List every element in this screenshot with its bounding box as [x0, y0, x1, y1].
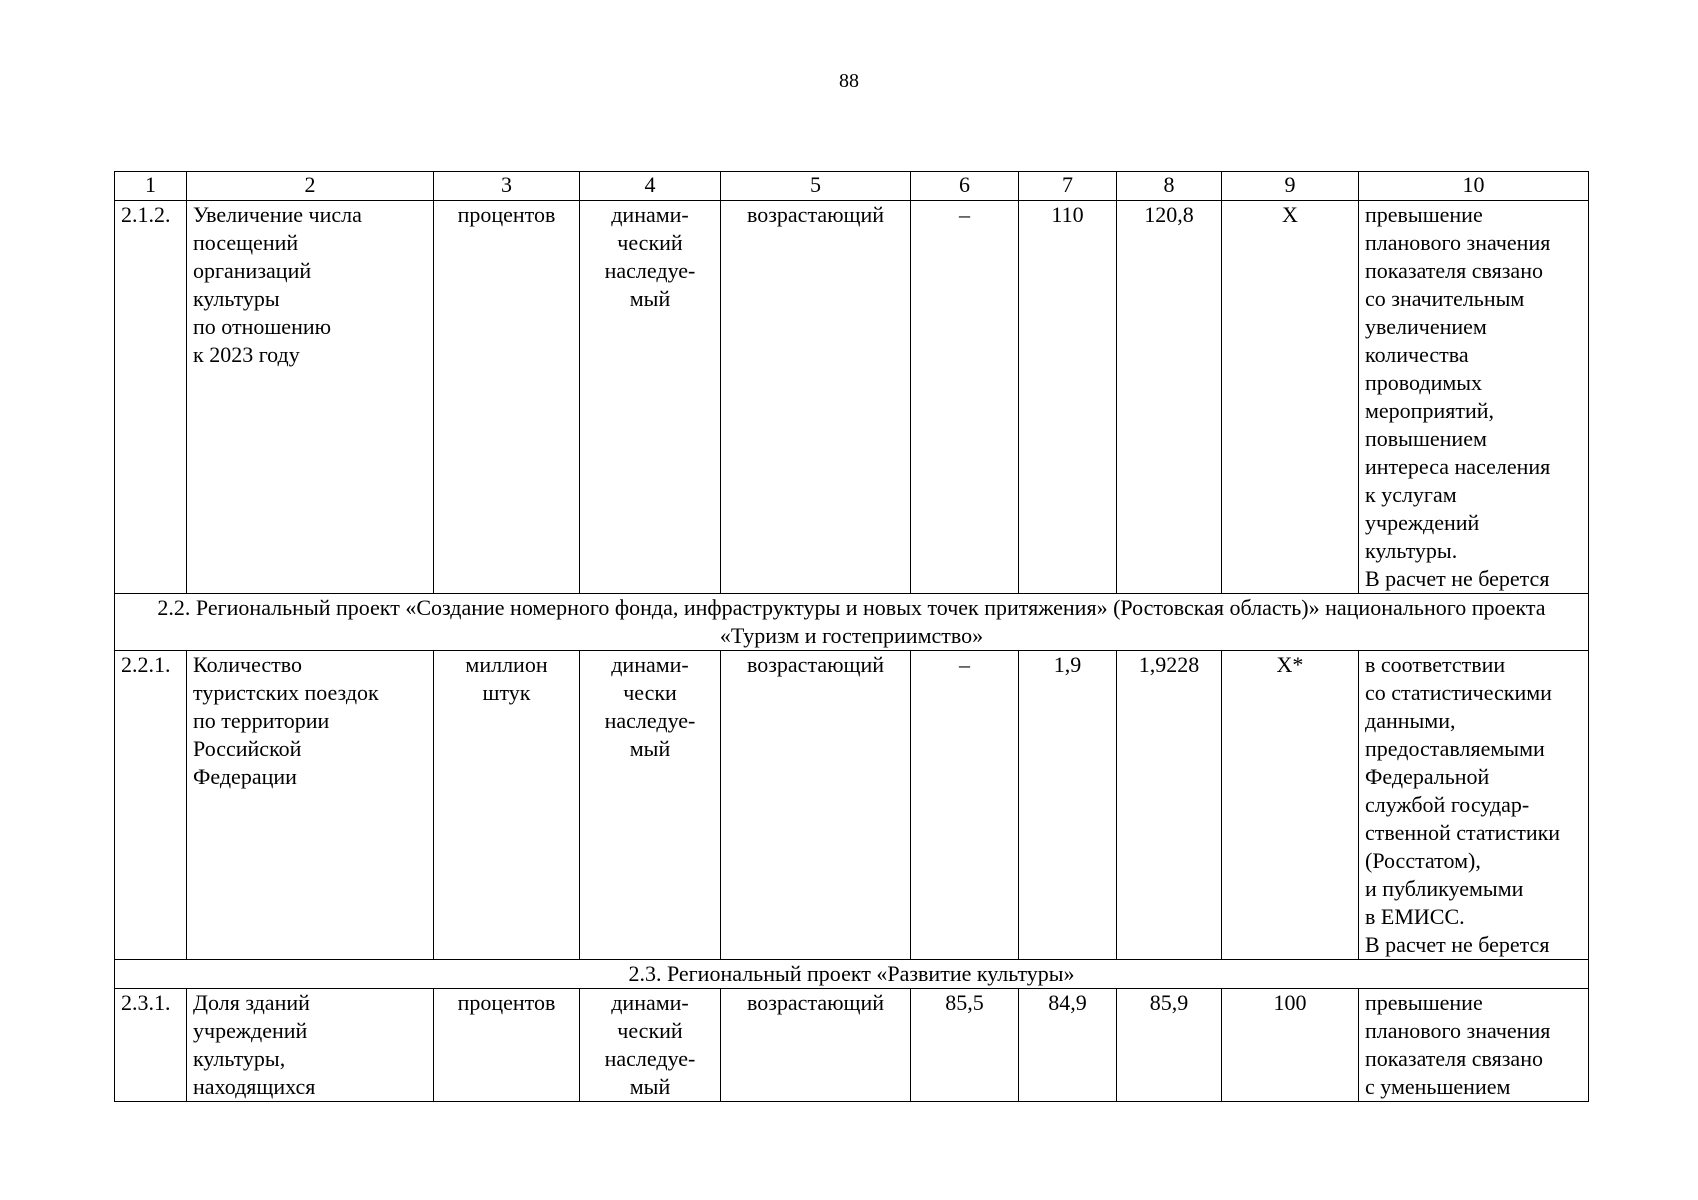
- header-cell: 10: [1359, 172, 1589, 201]
- section-row: [115, 960, 1589, 989]
- header-cell: 3: [434, 172, 580, 201]
- row-number: 2.3.1.: [115, 989, 187, 1102]
- value-cell: 84,9: [1019, 989, 1117, 1102]
- indicator-name: Количество туристских поездок по территории Российской Федерации: [187, 651, 434, 960]
- value-cell: –: [911, 651, 1019, 960]
- type-cell: динами- чески наследуе- мый: [580, 651, 721, 960]
- type-cell: динами- ческий наследуе- мый: [580, 201, 721, 594]
- value-cell: Х*: [1222, 651, 1359, 960]
- row-number: 2.2.1.: [115, 651, 187, 960]
- header-cell: 5: [721, 172, 911, 201]
- header-cell: 1: [115, 172, 187, 201]
- section-title: 2.2. Региональный проект «Создание номерного фонда, инфраструктуры и новых точек притяжения» (Ростовская область)» национального проекта «Туризм и гостеприимство»: [115, 594, 1589, 651]
- section-row: [115, 594, 1589, 651]
- value-cell: 1,9: [1019, 651, 1117, 960]
- indicator-name: Увеличение числа посещений организаций культуры по отношению к 2023 году: [187, 201, 434, 594]
- value-cell: 110: [1019, 201, 1117, 594]
- header-cell: 9: [1222, 172, 1359, 201]
- value-cell: Х: [1222, 201, 1359, 594]
- table-row: [115, 651, 1589, 960]
- row-number: 2.1.2.: [115, 201, 187, 594]
- indicator-name: Доля зданий учреждений культуры, находящихся: [187, 989, 434, 1102]
- header-cell: 8: [1117, 172, 1222, 201]
- unit-cell: миллион штук: [434, 651, 580, 960]
- direction-cell: возрастающий: [721, 651, 911, 960]
- value-cell: 1,9228: [1117, 651, 1222, 960]
- unit-cell: процентов: [434, 201, 580, 594]
- header-cell: 7: [1019, 172, 1117, 201]
- value-cell: 100: [1222, 989, 1359, 1102]
- type-cell: динами- ческий наследуе- мый: [580, 989, 721, 1102]
- value-cell: 85,5: [911, 989, 1019, 1102]
- table-row: [115, 989, 1589, 1102]
- indicators-table: [114, 171, 1589, 1102]
- value-cell: 120,8: [1117, 201, 1222, 594]
- value-cell: 85,9: [1117, 989, 1222, 1102]
- header-cell: 6: [911, 172, 1019, 201]
- note-cell: превышение планового значения показателя связано с уменьшением: [1359, 989, 1589, 1102]
- table-row: [115, 201, 1589, 594]
- note-cell: превышение планового значения показателя связано со значительным увеличением количества проводимых мероприятий, повышением интереса населения к услугам учреждений культуры. В расчет не берется: [1359, 201, 1589, 594]
- direction-cell: возрастающий: [721, 989, 911, 1102]
- header-cell: 2: [187, 172, 434, 201]
- table-header-row: [115, 172, 1589, 201]
- direction-cell: возрастающий: [721, 201, 911, 594]
- section-title: 2.3. Региональный проект «Развитие культуры»: [115, 960, 1589, 989]
- unit-cell: процентов: [434, 989, 580, 1102]
- page-number: 88: [839, 70, 859, 92]
- header-cell: 4: [580, 172, 721, 201]
- note-cell: в соответствии со статистическими данными, предоставляемыми Федеральной службой государ- ственной статистики (Росстатом), и публикуемыми в ЕМИСС. В расчет не берется: [1359, 651, 1589, 960]
- value-cell: –: [911, 201, 1019, 594]
